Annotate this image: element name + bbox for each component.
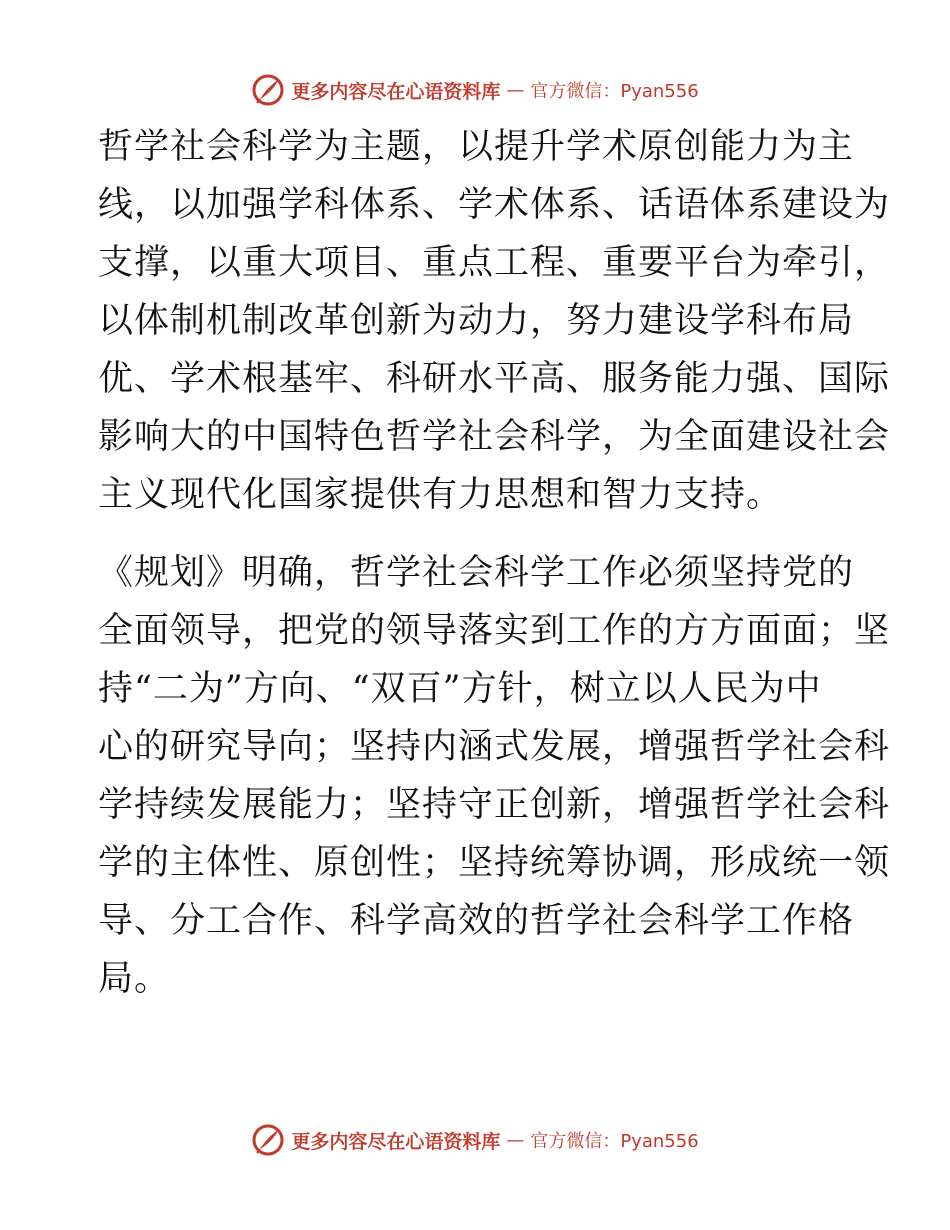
text-line: 以体制机制改革创新为动力，努力建设学科布局 [98,301,855,341]
document-body [98,118,891,1008]
text-line: 全面领导，把党的领导落实到工作的方方面面；坚 [98,611,891,651]
banner-official-wechat: 官方微信：Pyan556 [530,1131,699,1152]
text-line: 影响大的中国特色哲学社会科学，为全面建设社会 [98,417,891,457]
banner-promo-text: 更多内容尽在心语资料库 [291,1130,501,1153]
header-banner [0,70,950,110]
banner-separator: — [506,79,525,101]
text-line: 哲学社会科学为主题，以提升学术原创能力为主 [98,127,855,167]
banner-separator: — [506,1129,525,1151]
text-line: 主义现代化国家提供有力思想和智力支持。 [98,475,783,515]
text-line: 导、分工合作、科学高效的哲学社会科学工作格 [98,901,855,941]
text-line: 线，以加强学科体系、学术体系、话语体系建设为 [98,185,891,225]
text-line: 学的主体性、原创性；坚持统筹协调，形成统一领 [98,843,891,883]
footer-banner [0,1120,950,1160]
feather-logo-icon [251,73,285,107]
text-line: 持“二为”方向、“双百”方针，树立以人民为中 [98,669,822,709]
banner-promo-text: 更多内容尽在心语资料库 [291,80,501,103]
text-line: 心的研究导向；坚持内涵式发展，增强哲学社会科 [98,727,891,767]
feather-logo-icon [251,1123,285,1157]
text-line: 支撑，以重大项目、重点工程、重要平台为牵引， [98,243,891,283]
paragraph-2 [98,544,891,1008]
text-line: 优、学术根基牢、科研水平高、服务能力强、国际 [98,359,891,399]
text-line: 局。 [98,959,171,999]
text-line: 学持续发展能力；坚持守正创新，增强哲学社会科 [98,785,891,825]
banner-official-wechat: 官方微信：Pyan556 [530,81,699,102]
paragraph-1 [98,118,891,524]
text-line: 《规划》明确，哲学社会科学工作必须坚持党的 [98,553,855,593]
